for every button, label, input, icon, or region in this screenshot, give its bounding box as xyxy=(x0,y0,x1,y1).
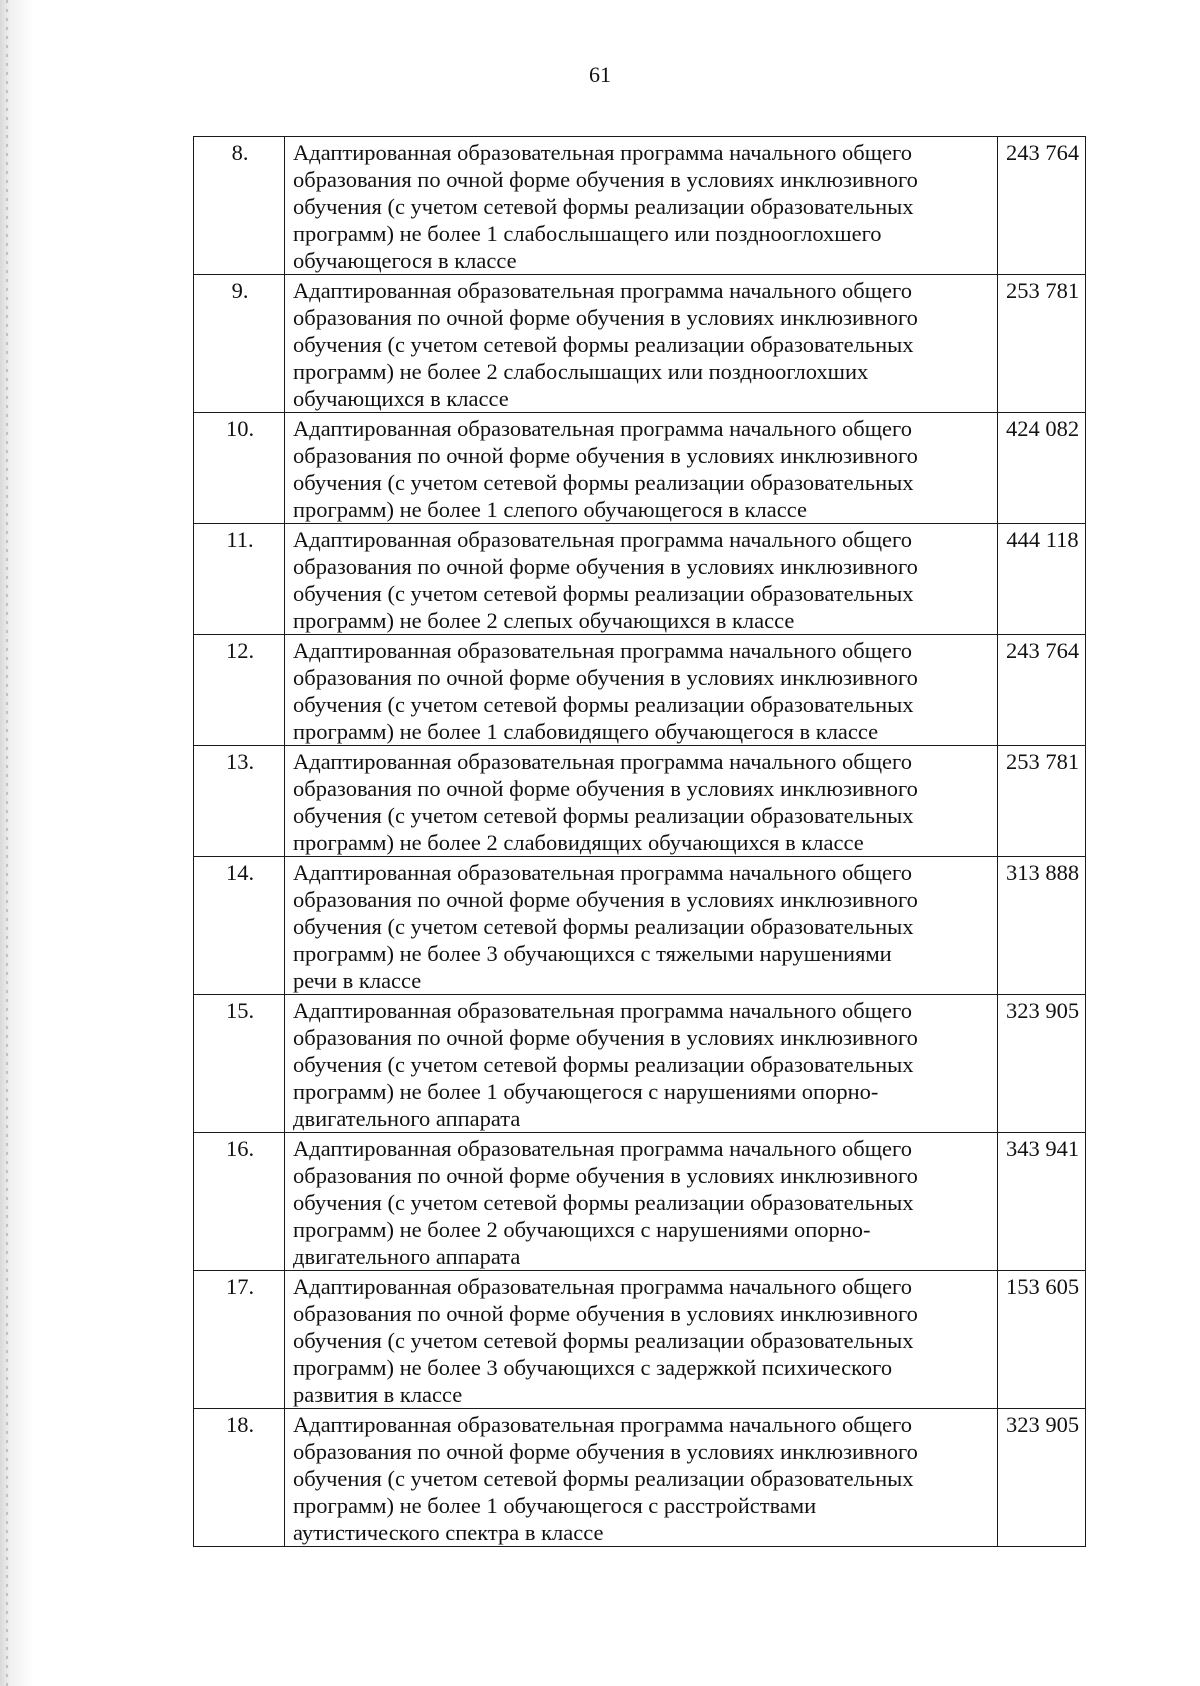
program-description-line: обучения (с учетом сетевой формы реализации образовательных xyxy=(293,470,914,495)
program-description-line: обучающихся в классе xyxy=(293,386,509,411)
program-description-cell xyxy=(285,137,998,275)
program-description-line: Адаптированная образовательная программа начального общего xyxy=(293,416,912,441)
program-description-line: Адаптированная образовательная программа начального общего xyxy=(293,749,912,774)
table-row xyxy=(194,746,1086,857)
cost-value-cell: 243 764 xyxy=(998,635,1086,746)
program-description-cell xyxy=(285,1409,998,1547)
table-row xyxy=(194,137,1086,275)
program-description-line: программ) не более 2 слабослышащих или позднооглохших xyxy=(293,359,869,384)
row-number-cell: 9. xyxy=(194,275,285,413)
program-description-line: Адаптированная образовательная программа начального общего xyxy=(293,1412,912,1437)
program-description-line: обучающегося в классе xyxy=(293,248,517,273)
program-description-line: речи в классе xyxy=(293,968,422,993)
program-description-line: программ) не более 3 обучающихся с задержкой психического xyxy=(293,1355,893,1380)
table-row xyxy=(194,275,1086,413)
program-description-line: образования по очной форме обучения в условиях инклюзивного xyxy=(293,665,918,690)
program-description-cell xyxy=(285,857,998,995)
program-description-line: программ) не более 1 обучающегося с нарушениями опорно- xyxy=(293,1079,879,1104)
program-description-line: программ) не более 1 обучающегося с расстройствами xyxy=(293,1493,817,1518)
program-description-line: программ) не более 1 слабослышащего или позднооглохшего xyxy=(293,221,882,246)
program-description-line: обучения (с учетом сетевой формы реализации образовательных xyxy=(293,1466,914,1491)
row-number-cell: 11. xyxy=(194,524,285,635)
program-description-line: образования по очной форме обучения в условиях инклюзивного xyxy=(293,1301,918,1326)
program-description-line: программ) не более 3 обучающихся с тяжелыми нарушениями xyxy=(293,941,892,966)
cost-value-cell: 313 888 xyxy=(998,857,1086,995)
cost-value-cell: 323 905 xyxy=(998,995,1086,1133)
row-number-cell: 8. xyxy=(194,137,285,275)
program-description-line: двигательного аппарата xyxy=(293,1106,521,1131)
program-description-line: программ) не более 2 слабовидящих обучающихся в классе xyxy=(293,830,864,855)
cost-value-cell: 444 118 xyxy=(998,524,1086,635)
cost-value-cell: 424 082 xyxy=(998,413,1086,524)
program-description-line: Адаптированная образовательная программа начального общего xyxy=(293,638,912,663)
table-body xyxy=(194,137,1086,1547)
program-description-line: образования по очной форме обучения в условиях инклюзивного xyxy=(293,443,918,468)
program-description-line: образования по очной форме обучения в условиях инклюзивного xyxy=(293,167,918,192)
program-description-line: обучения (с учетом сетевой формы реализации образовательных xyxy=(293,194,914,219)
program-description-line: образования по очной форме обучения в условиях инклюзивного xyxy=(293,554,918,579)
table-row xyxy=(194,524,1086,635)
program-description-cell xyxy=(285,746,998,857)
program-description-line: обучения (с учетом сетевой формы реализации образовательных xyxy=(293,803,914,828)
program-description-line: обучения (с учетом сетевой формы реализации образовательных xyxy=(293,581,914,606)
row-number-cell: 13. xyxy=(194,746,285,857)
program-description-line: Адаптированная образовательная программа начального общего xyxy=(293,860,912,885)
program-description-line: программ) не более 2 обучающихся с нарушениями опорно- xyxy=(293,1217,871,1242)
program-description-cell xyxy=(285,635,998,746)
cost-value-cell: 253 781 xyxy=(998,746,1086,857)
cost-value-cell: 153 605 xyxy=(998,1271,1086,1409)
table-row xyxy=(194,1271,1086,1409)
program-description-line: программ) не более 1 слабовидящего обучающегося в классе xyxy=(293,719,879,744)
row-number-cell: 14. xyxy=(194,857,285,995)
program-description-cell xyxy=(285,995,998,1133)
table-row xyxy=(194,1133,1086,1271)
program-description-line: развития в классе xyxy=(293,1382,463,1407)
program-description-line: обучения (с учетом сетевой формы реализации образовательных xyxy=(293,332,914,357)
program-description-line: обучения (с учетом сетевой формы реализации образовательных xyxy=(293,1328,914,1353)
row-number-cell: 16. xyxy=(194,1133,285,1271)
program-description-line: обучения (с учетом сетевой формы реализации образовательных xyxy=(293,1190,914,1215)
program-description-line: Адаптированная образовательная программа начального общего xyxy=(293,527,912,552)
table-row xyxy=(194,857,1086,995)
table-row xyxy=(194,995,1086,1133)
program-cost-table xyxy=(193,136,1086,1547)
program-description-line: аутистического спектра в классе xyxy=(293,1520,604,1545)
row-number-cell: 12. xyxy=(194,635,285,746)
program-description-cell xyxy=(285,1133,998,1271)
program-description-line: Адаптированная образовательная программа начального общего xyxy=(293,278,912,303)
program-description-line: программ) не более 2 слепых обучающихся в классе xyxy=(293,608,795,633)
table-row xyxy=(194,413,1086,524)
program-description-line: программ) не более 1 слепого обучающегося в классе xyxy=(293,497,807,522)
program-description-line: образования по очной форме обучения в условиях инклюзивного xyxy=(293,1439,918,1464)
program-description-line: образования по очной форме обучения в условиях инклюзивного xyxy=(293,1163,918,1188)
cost-value-cell: 323 905 xyxy=(998,1409,1086,1547)
program-description-line: обучения (с учетом сетевой формы реализации образовательных xyxy=(293,914,914,939)
program-description-cell xyxy=(285,524,998,635)
program-description-line: образования по очной форме обучения в условиях инклюзивного xyxy=(293,776,918,801)
program-description-line: Адаптированная образовательная программа начального общего xyxy=(293,140,912,165)
program-description-cell xyxy=(285,1271,998,1409)
row-number-cell: 18. xyxy=(194,1409,285,1547)
row-number-cell: 15. xyxy=(194,995,285,1133)
program-description-line: образования по очной форме обучения в условиях инклюзивного xyxy=(293,1025,918,1050)
program-description-line: образования по очной форме обучения в условиях инклюзивного xyxy=(293,887,918,912)
program-description-line: обучения (с учетом сетевой формы реализации образовательных xyxy=(293,1052,914,1077)
row-number-cell: 10. xyxy=(194,413,285,524)
page-number: 61 xyxy=(589,62,611,87)
table-row xyxy=(194,1409,1086,1547)
program-description-cell xyxy=(285,413,998,524)
program-description-line: Адаптированная образовательная программа начального общего xyxy=(293,998,912,1023)
program-description-line: образования по очной форме обучения в условиях инклюзивного xyxy=(293,305,918,330)
cost-value-cell: 253 781 xyxy=(998,275,1086,413)
table-row xyxy=(194,635,1086,746)
program-description-line: Адаптированная образовательная программа начального общего xyxy=(293,1274,912,1299)
row-number-cell: 17. xyxy=(194,1271,285,1409)
cost-value-cell: 343 941 xyxy=(998,1133,1086,1271)
program-description-cell xyxy=(285,275,998,413)
program-description-line: обучения (с учетом сетевой формы реализации образовательных xyxy=(293,692,914,717)
cost-value-cell: 243 764 xyxy=(998,137,1086,275)
scan-edge-shadow xyxy=(0,0,34,1686)
program-description-line: двигательного аппарата xyxy=(293,1244,521,1269)
program-description-line: Адаптированная образовательная программа начального общего xyxy=(293,1136,912,1161)
